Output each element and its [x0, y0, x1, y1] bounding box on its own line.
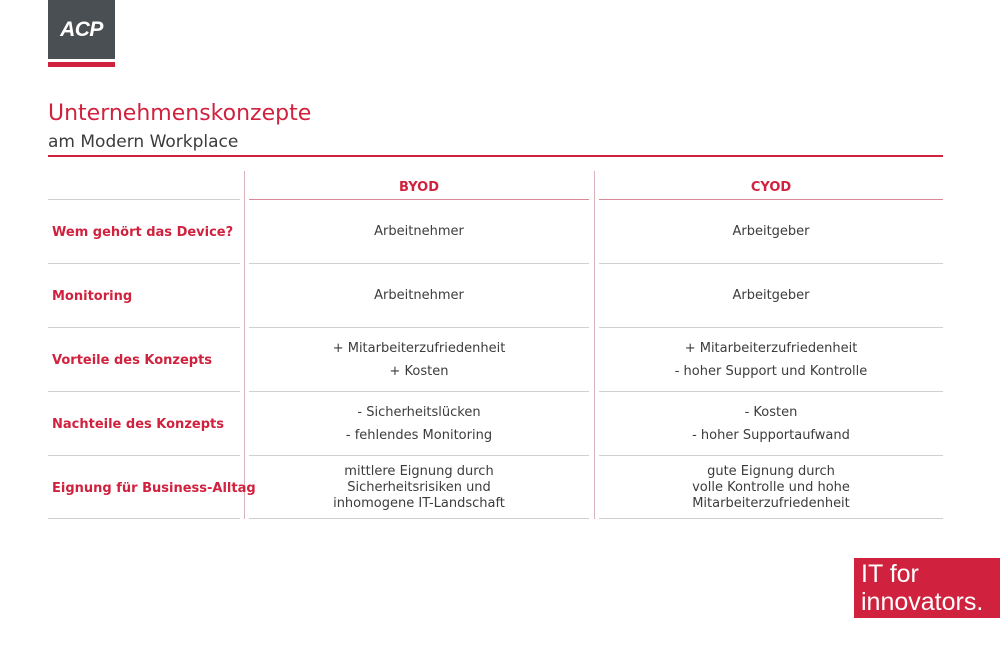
row-label: Eignung für Business-Alltag	[52, 481, 256, 496]
row-divider	[48, 199, 240, 200]
table-cell	[599, 264, 943, 327]
column-divider	[244, 171, 245, 519]
row-divider	[48, 518, 240, 519]
cell-text: gute Eignung durch	[707, 463, 835, 479]
row-divider	[249, 518, 589, 519]
column-divider	[594, 171, 595, 519]
page-title: Unternehmenskonzepte	[48, 101, 312, 126]
cell-text: Mitarbeiterzufriedenheit	[692, 495, 850, 511]
table-cell	[249, 328, 589, 391]
column-header-byod: BYOD	[399, 180, 439, 195]
table-cell	[249, 456, 589, 519]
tagline-line-2: innovators.	[861, 588, 984, 616]
cell-text: + Kosten	[389, 363, 449, 379]
logo-underline	[48, 62, 115, 67]
cell-text: - fehlendes Monitoring	[345, 427, 493, 443]
row-divider	[48, 455, 240, 456]
page-subtitle: am Modern Workplace	[48, 132, 239, 152]
row-label: Wem gehört das Device?	[52, 225, 234, 240]
table-cell	[249, 264, 589, 327]
logo-text: ACP	[60, 17, 103, 41]
cell-text: Arbeitgeber	[732, 224, 810, 239]
cell-text: mittlere Eignung durch	[344, 463, 494, 479]
row-label: Vorteile des Konzepts	[52, 353, 213, 368]
tagline-badge	[854, 558, 1000, 618]
cell-text: Sicherheitsrisiken und	[347, 479, 491, 495]
column-header-cyod: CYOD	[750, 180, 792, 195]
table-cell	[249, 392, 589, 455]
table-cell	[599, 200, 943, 263]
table-cell	[599, 392, 943, 455]
cell-text: inhomogene IT-Landschaft	[333, 495, 505, 511]
cell-text: Arbeitnehmer	[374, 288, 464, 303]
row-divider	[48, 263, 240, 264]
row-divider	[48, 391, 240, 392]
table-cell	[599, 456, 943, 519]
tagline-line-1: IT for	[861, 560, 919, 588]
row-label: Nachteile des Konzepts	[52, 417, 224, 432]
table-cell	[599, 328, 943, 391]
table-cell	[249, 200, 589, 263]
cell-text: - Kosten	[744, 404, 798, 420]
row-divider	[599, 518, 943, 519]
cell-text: - Sicherheitslücken	[357, 404, 481, 420]
cell-text: Arbeitgeber	[732, 288, 810, 303]
cell-text: - hoher Support und Kontrolle	[674, 363, 868, 379]
cell-text: + Mitarbeiterzufriedenheit	[332, 340, 506, 356]
cell-text: - hoher Supportaufwand	[692, 427, 850, 443]
acp-logo	[48, 0, 115, 59]
cell-text: + Mitarbeiterzufriedenheit	[684, 340, 858, 356]
row-label: Monitoring	[52, 289, 133, 304]
row-divider	[48, 327, 240, 328]
cell-text: Arbeitnehmer	[374, 224, 464, 239]
title-divider	[48, 155, 943, 157]
cell-text: volle Kontrolle und hohe	[692, 479, 850, 495]
